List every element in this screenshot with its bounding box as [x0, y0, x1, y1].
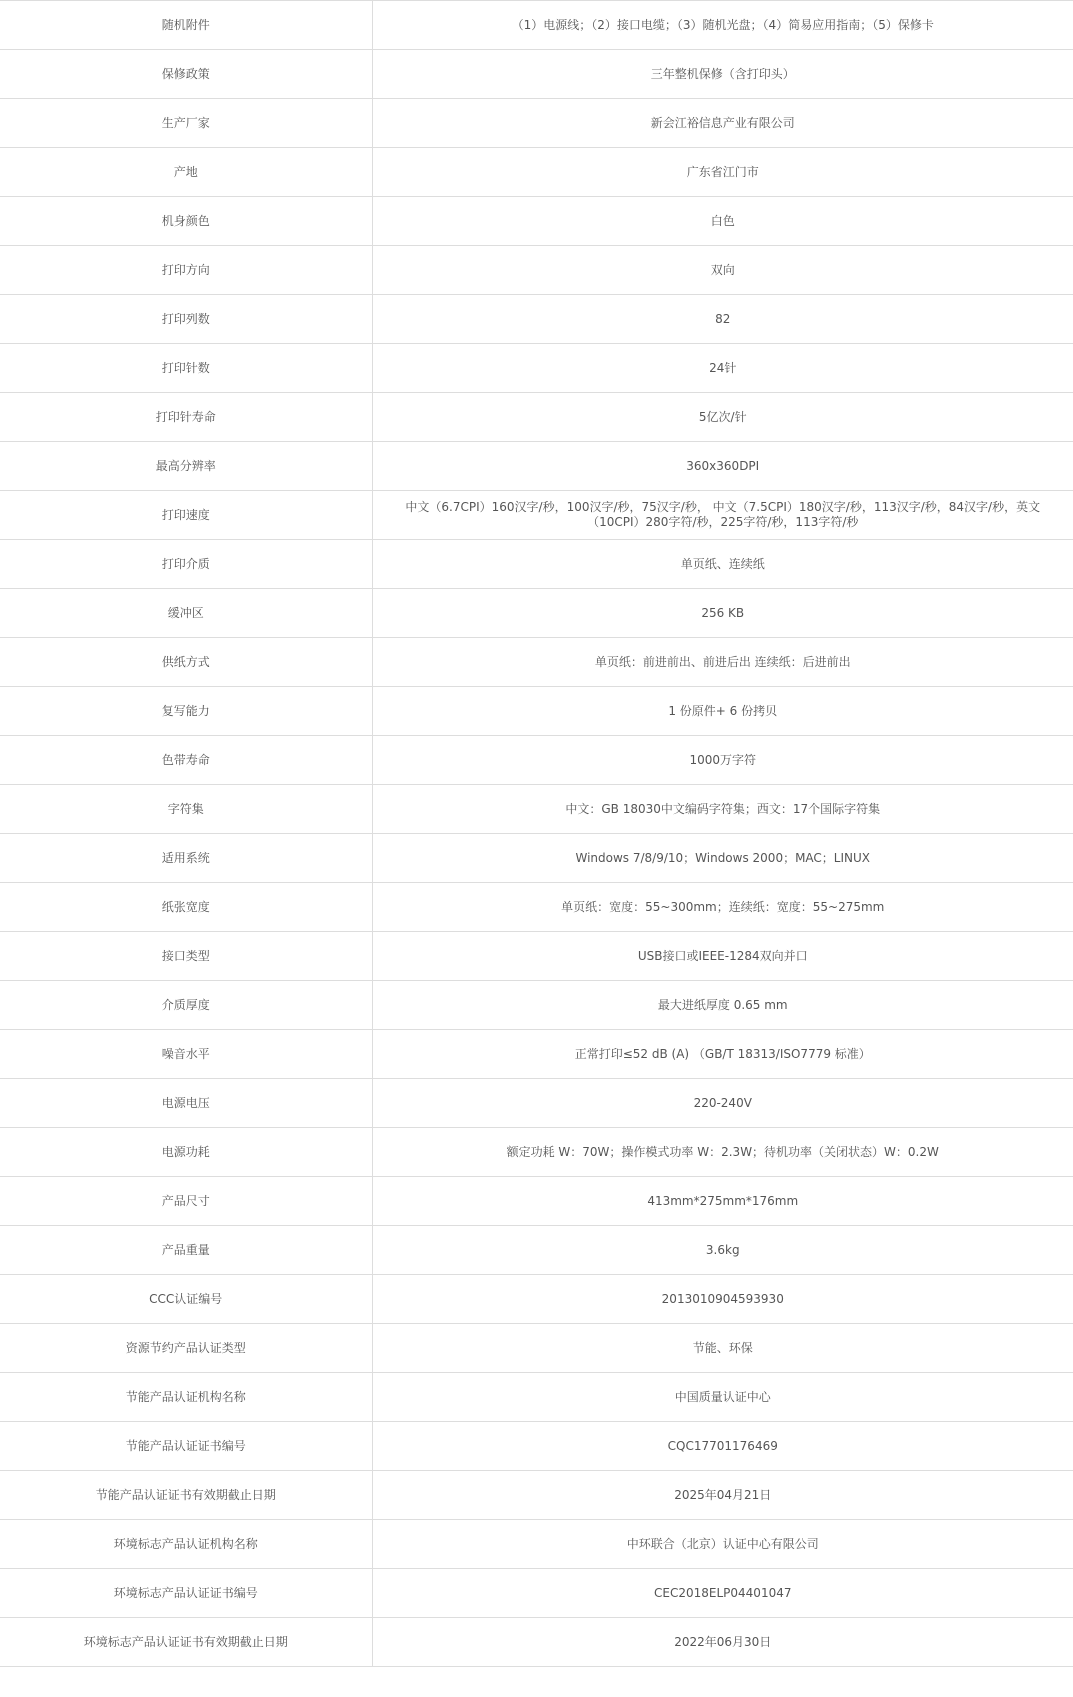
spec-label: 最高分辨率	[0, 442, 372, 491]
spec-value: （1）电源线；（2）接口电缆；（3）随机光盘；（4）简易应用指南；（5）保修卡	[372, 1, 1073, 50]
spec-row	[0, 197, 1073, 246]
spec-row	[0, 638, 1073, 687]
spec-row	[0, 1177, 1073, 1226]
spec-value: 中环联合（北京）认证中心有限公司	[372, 1520, 1073, 1569]
spec-value: 24针	[372, 344, 1073, 393]
spec-label: 纸张宽度	[0, 883, 372, 932]
spec-value: CQC17701176469	[372, 1422, 1073, 1471]
spec-value: 256 KB	[372, 589, 1073, 638]
spec-row	[0, 540, 1073, 589]
spec-value: 三年整机保修（含打印头）	[372, 50, 1073, 99]
spec-label: 环境标志产品认证机构名称	[0, 1520, 372, 1569]
spec-label: CCC认证编号	[0, 1275, 372, 1324]
spec-row	[0, 393, 1073, 442]
spec-row	[0, 1422, 1073, 1471]
spec-label: 电源功耗	[0, 1128, 372, 1177]
spec-row	[0, 99, 1073, 148]
spec-row	[0, 1569, 1073, 1618]
spec-table-body	[0, 1, 1073, 1667]
spec-value: 新会江裕信息产业有限公司	[372, 99, 1073, 148]
spec-row	[0, 344, 1073, 393]
spec-row	[0, 883, 1073, 932]
spec-label: 机身颜色	[0, 197, 372, 246]
spec-label: 随机附件	[0, 1, 372, 50]
spec-value: 单页纸、连续纸	[372, 540, 1073, 589]
spec-label: 字符集	[0, 785, 372, 834]
spec-label: 打印方向	[0, 246, 372, 295]
spec-label: 供纸方式	[0, 638, 372, 687]
spec-value: 单页纸：宽度：55~300mm；连续纸：宽度：55~275mm	[372, 883, 1073, 932]
spec-row	[0, 1079, 1073, 1128]
spec-label: 打印针寿命	[0, 393, 372, 442]
spec-row	[0, 1520, 1073, 1569]
spec-value: 413mm*275mm*176mm	[372, 1177, 1073, 1226]
spec-label: 节能产品认证证书编号	[0, 1422, 372, 1471]
spec-value: 最大进纸厚度 0.65 mm	[372, 981, 1073, 1030]
spec-label: 节能产品认证机构名称	[0, 1373, 372, 1422]
spec-value: 220-240V	[372, 1079, 1073, 1128]
spec-row	[0, 1030, 1073, 1079]
spec-label: 节能产品认证证书有效期截止日期	[0, 1471, 372, 1520]
spec-value: 2013010904593930	[372, 1275, 1073, 1324]
spec-value: 白色	[372, 197, 1073, 246]
spec-value: 1000万字符	[372, 736, 1073, 785]
spec-label: 打印介质	[0, 540, 372, 589]
spec-label: 噪音水平	[0, 1030, 372, 1079]
spec-label: 缓冲区	[0, 589, 372, 638]
spec-value: 1 份原件+ 6 份拷贝	[372, 687, 1073, 736]
spec-row	[0, 442, 1073, 491]
spec-row	[0, 589, 1073, 638]
spec-row	[0, 295, 1073, 344]
spec-label: 接口类型	[0, 932, 372, 981]
spec-label: 保修政策	[0, 50, 372, 99]
spec-value: Windows 7/8/9/10；Windows 2000；MAC；LINUX	[372, 834, 1073, 883]
spec-row	[0, 785, 1073, 834]
spec-label: 色带寿命	[0, 736, 372, 785]
spec-label: 产品重量	[0, 1226, 372, 1275]
spec-label: 生产厂家	[0, 99, 372, 148]
spec-row	[0, 932, 1073, 981]
spec-value: 3.6kg	[372, 1226, 1073, 1275]
spec-label: 打印针数	[0, 344, 372, 393]
spec-row	[0, 687, 1073, 736]
spec-value: 双向	[372, 246, 1073, 295]
spec-row	[0, 1618, 1073, 1667]
spec-value: 广东省江门市	[372, 148, 1073, 197]
spec-row	[0, 1471, 1073, 1520]
spec-row	[0, 1275, 1073, 1324]
spec-row	[0, 1226, 1073, 1275]
spec-value: 中国质量认证中心	[372, 1373, 1073, 1422]
spec-value: 360x360DPI	[372, 442, 1073, 491]
spec-label: 产品尺寸	[0, 1177, 372, 1226]
spec-value: 2022年06月30日	[372, 1618, 1073, 1667]
spec-row	[0, 834, 1073, 883]
spec-value: 中文（6.7CPI）160汉字/秒，100汉字/秒，75汉字/秒， 中文（7.5CPI）180汉字/秒，113汉字/秒，84汉字/秒，英文（10CPI）280字符/秒，225字符/秒，113字符/秒	[372, 491, 1073, 540]
spec-label: 打印速度	[0, 491, 372, 540]
spec-row	[0, 246, 1073, 295]
spec-value: 中文：GB 18030中文编码字符集；西文：17个国际字符集	[372, 785, 1073, 834]
spec-label: 产地	[0, 148, 372, 197]
spec-row	[0, 1373, 1073, 1422]
spec-row	[0, 1128, 1073, 1177]
spec-row	[0, 50, 1073, 99]
spec-row	[0, 491, 1073, 540]
spec-label: 介质厚度	[0, 981, 372, 1030]
spec-value: 82	[372, 295, 1073, 344]
spec-label: 资源节约产品认证类型	[0, 1324, 372, 1373]
spec-value: USB接口或IEEE-1284双向并口	[372, 932, 1073, 981]
spec-value: 额定功耗 W：70W；操作模式功率 W：2.3W；待机功率（关闭状态）W：0.2W	[372, 1128, 1073, 1177]
spec-label: 打印列数	[0, 295, 372, 344]
spec-label: 环境标志产品认证证书有效期截止日期	[0, 1618, 372, 1667]
spec-value: 节能、环保	[372, 1324, 1073, 1373]
spec-row	[0, 148, 1073, 197]
spec-row	[0, 736, 1073, 785]
spec-value: 2025年04月21日	[372, 1471, 1073, 1520]
spec-label: 环境标志产品认证证书编号	[0, 1569, 372, 1618]
spec-row	[0, 1, 1073, 50]
spec-label: 复写能力	[0, 687, 372, 736]
spec-value: 5亿次/针	[372, 393, 1073, 442]
spec-value: CEC2018ELP04401047	[372, 1569, 1073, 1618]
spec-value: 单页纸：前进前出、前进后出 连续纸：后进前出	[372, 638, 1073, 687]
spec-value: 正常打印≤52 dB (A) （GB/T 18313/ISO7779 标准）	[372, 1030, 1073, 1079]
spec-label: 电源电压	[0, 1079, 372, 1128]
spec-label: 适用系统	[0, 834, 372, 883]
spec-row	[0, 981, 1073, 1030]
spec-row	[0, 1324, 1073, 1373]
